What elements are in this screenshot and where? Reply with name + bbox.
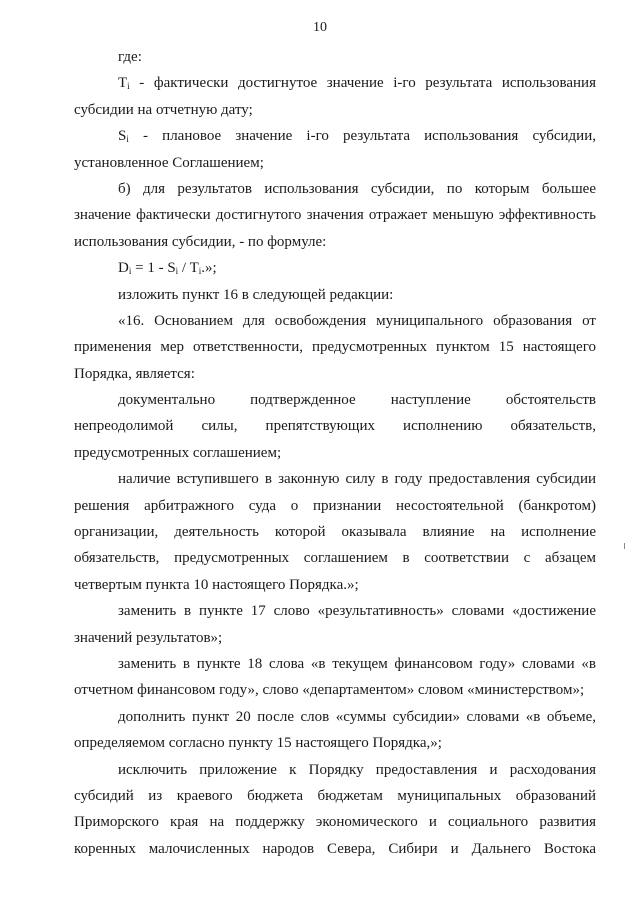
text-line: применения мер ответственности, предусмотренных пунктом 15 настоящего <box>74 339 596 356</box>
text-line: заменить в пункте 18 слова «в текущем финансовом году» словами «в <box>118 655 596 672</box>
text-line: $T_i$ - фактически достигнутое значение i-го результата использования <box>118 75 596 92</box>
text-line: «16. Основанием для освобождения муниципального образования от <box>118 312 596 329</box>
text-line: субсидий из краевого бюджета бюджетам муниципальных образований <box>74 787 596 804</box>
text-line: организации, деятельность которой оказывала влияние на исполнение <box>74 524 596 541</box>
text-line: б) для результатов использования субсидии, по которым большее <box>118 180 596 197</box>
text-line: $D_i = 1 - S_i / T_i$.»; <box>118 260 217 277</box>
text-line: значение фактически достигнутого значения отражает меньшую эффективность <box>74 207 596 224</box>
text-line: установленное Соглашением; <box>74 154 264 171</box>
text-line: дополнить пункт 20 после слов «суммы субсидии» словами «в объеме, <box>118 708 596 725</box>
text-line: четвертым пункта 10 настоящего Порядка.»; <box>74 576 359 593</box>
text-line: решения арбитражного суда о признании несостоятельной (банкротом) <box>74 497 596 514</box>
text-line: коренных малочисленных народов Севера, Сибири и Дальнего Востока <box>74 840 596 857</box>
text-line: заменить в пункте 17 слово «результативность» словами «достижение <box>118 603 596 620</box>
text-line: непреодолимой силы, препятствующих исполнению обязательств, <box>74 418 596 435</box>
text-line: отчетном финансовом году», слово «департаментом» словом «министерством»; <box>74 682 585 699</box>
text-line: где: <box>118 49 142 65</box>
document-body <box>74 44 596 862</box>
text-line: Приморского края на поддержку экономического и социального развития <box>74 814 596 831</box>
text-line: изложить пункт 16 в следующей редакции: <box>118 286 394 303</box>
text-line: Порядка, является: <box>74 365 195 382</box>
text-line: обязательств, предусмотренных соглашением в соответствии с абзацем <box>74 550 596 567</box>
margin-mark <box>624 543 625 549</box>
text-line: определяемом согласно пункту 15 настоящего Порядка,»; <box>74 735 442 752</box>
text-line: использования субсидии, - по формуле: <box>74 233 327 250</box>
text-line: субсидии на отчетную дату; <box>74 101 253 118</box>
text-line: документально подтвержденное наступление обстоятельств <box>118 392 596 409</box>
page-number: 10 <box>313 20 327 35</box>
text-line: $S_i$ - плановое значение i-го результата использования субсидии, <box>118 128 596 145</box>
text-line: исключить приложение к Порядку предоставления и расходования <box>118 761 596 778</box>
text-line: наличие вступившего в законную силу в году предоставления субсидии <box>118 471 596 488</box>
text-line: значений результатов»; <box>74 629 223 646</box>
text-line: предусмотренных соглашением; <box>74 444 282 461</box>
